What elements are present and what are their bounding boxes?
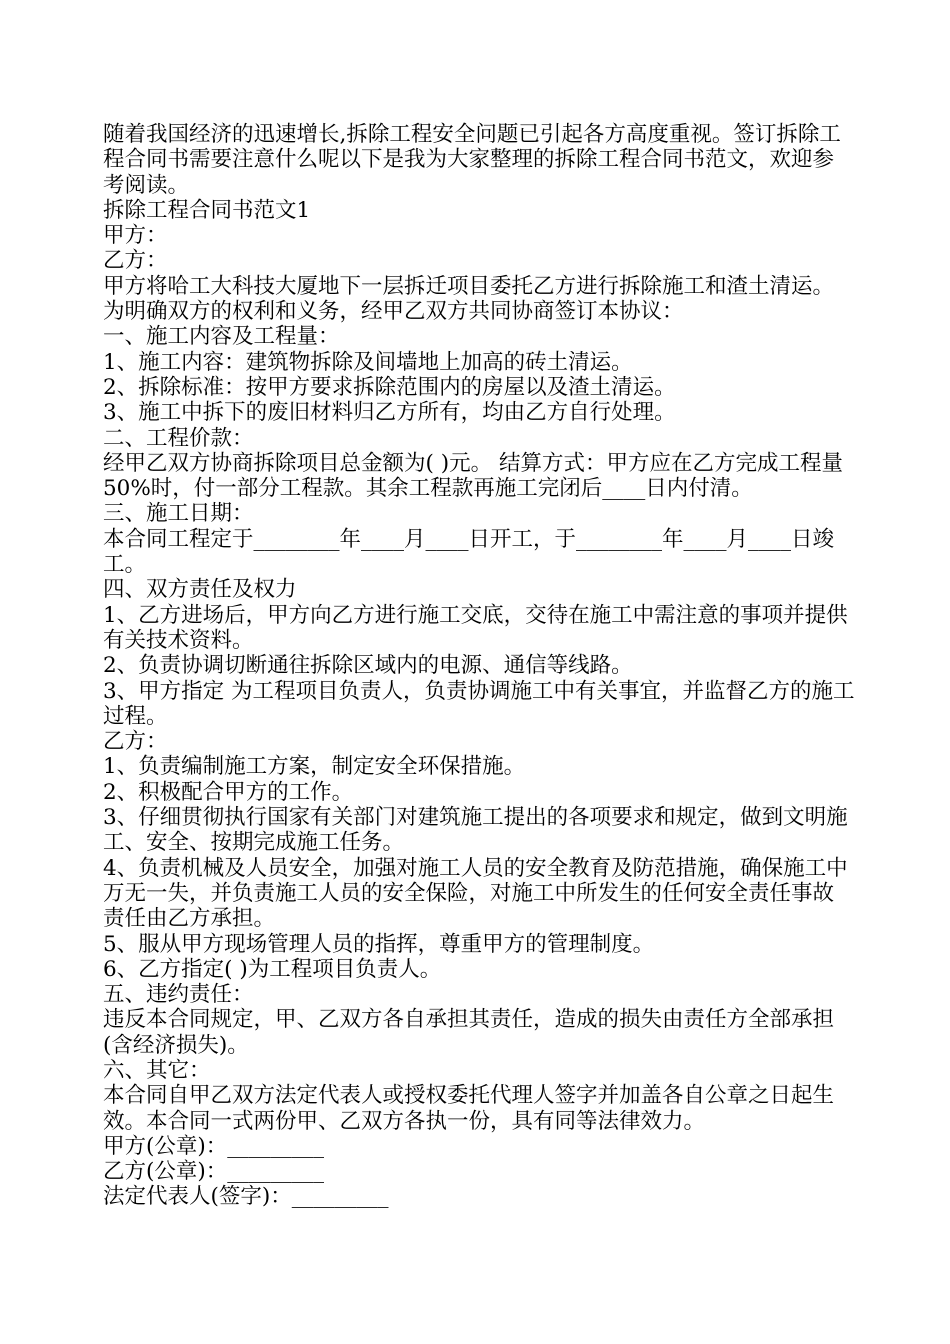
party-a-seal-line: 甲方(公章)：_________: [103, 1133, 325, 1159]
preamble-paragraph: 甲方将哈工大科技大厦地下一层拆迁项目委托乙方进行拆除施工和渣土清运。为明确双方的权利和义务，经甲乙双方共同协商签订本协议：: [103, 273, 835, 325]
effectiveness-paragraph: 本合同自甲乙双方法定代表人或授权委托代理人签字并加盖各自公章之日起生效。本合同一式两份甲、乙双方各执一份，具有同等法律效力。: [103, 1083, 835, 1134]
party-a-label: 甲方：: [103, 223, 168, 249]
party-b-duty-1: 1、负责编制施工方案，制定安全环保措施。: [103, 754, 526, 780]
legal-rep-signature-line: 法定代表人(签字)：_________: [103, 1184, 389, 1210]
section-heading-6: 六、其它：: [103, 1057, 211, 1083]
clause-1-3: 3、施工中拆下的废旧材料归乙方所有，均由乙方自行处理。: [103, 400, 676, 426]
party-a-duty-2: 2、负责协调切断通往拆除区域内的电源、通信等线路。: [103, 653, 633, 679]
section-heading-2: 二、工程价款：: [103, 425, 254, 451]
section-heading-5: 五、违约责任：: [103, 982, 254, 1008]
price-paragraph: 经甲乙双方协商拆除项目总金额为( )元。 结算方式：甲方应在乙方完成工程量 50%时，付一部分工程款。其余工程款再施工完闭后____日内付清。: [103, 450, 850, 502]
intro-paragraph: 随着我国经济的迅速增长,拆除工程安全问题已引起各方高度重视。签订拆除工程合同书需要注意什么呢以下是我为大家整理的拆除工程合同书范文，欢迎参考阅读。: [103, 122, 841, 198]
dates-paragraph: 本合同工程定于________年____月____日开工，于________年____月____日竣工。: [103, 526, 835, 578]
party-b-duty-3: 3、仔细贯彻执行国家有关部门对建筑施工提出的各项要求和规定，做到文明施工、安全、按期完成施工任务。: [103, 805, 848, 856]
clause-1-1: 1、施工内容：建筑物拆除及间墙地上加高的砖土清运。: [103, 349, 633, 375]
section-heading-1: 一、施工内容及工程量：: [103, 324, 340, 350]
party-b-seal-line: 乙方(公章)：_________: [103, 1159, 325, 1185]
party-b-duty-2: 2、积极配合甲方的工作。: [103, 779, 354, 805]
party-b-label: 乙方：: [103, 248, 168, 274]
section-heading-3: 三、施工日期：: [103, 501, 254, 527]
party-b-duty-4: 4、负责机械及人员安全，加强对施工人员的安全教育及防范措施，确保施工中万无一失，并负责施工人员的安全保险，对施工中所发生的任何安全责任事故责任由乙方承担。: [103, 855, 848, 932]
party-b-duties-label: 乙方：: [103, 729, 168, 755]
contract-document: [103, 122, 855, 1210]
party-b-duty-5: 5、服从甲方现场管理人员的指挥，尊重甲方的管理制度。: [103, 931, 655, 957]
party-b-duty-6: 6、乙方指定( )为工程项目负责人。: [103, 956, 442, 982]
clause-1-2: 2、拆除标准：按甲方要求拆除范围内的房屋以及渣土清运。: [103, 374, 676, 400]
section-heading-4: 四、双方责任及权力: [103, 577, 297, 603]
liability-paragraph: 违反本合同规定，甲、乙双方各自承担其责任，造成的损失由责任方全部承担(含经济损失)。: [103, 1007, 835, 1058]
document-title: 拆除工程合同书范文1: [103, 197, 311, 223]
party-a-duty-3: 3、甲方指定 为工程项目负责人，负责协调施工中有关事宜，并监督乙方的施工过程。: [103, 678, 855, 729]
party-a-duty-1: 1、乙方进场后，甲方向乙方进行施工交底，交待在施工中需注意的事项并提供有关技术资料。: [103, 602, 848, 653]
